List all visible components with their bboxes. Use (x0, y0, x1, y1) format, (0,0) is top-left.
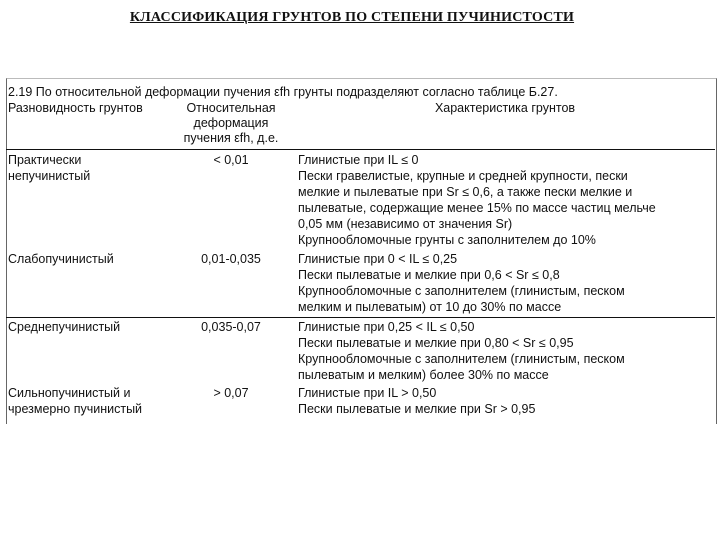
char-line: мелким и пылеватым) от 10 до 30% по массе (298, 300, 562, 314)
char-line: пылеватые, содержащие менее 15% по массе частиц мельче (298, 201, 656, 215)
header-deformation-line: деформация (193, 116, 269, 130)
intro-text: 2.19 По относительной деформации пучения εfh грунты подразделяют согласно таблице Б.27. (8, 85, 558, 99)
char-line: Пески пылеватые и мелкие при 0,6 < Sr ≤ 0,8 (298, 268, 560, 282)
char-line: 0,05 мм (независимо от значения Sr) (298, 217, 513, 231)
row-name-cell (8, 319, 168, 335)
row-value: > 0,07 (213, 386, 249, 400)
row-name-line: Среднепучинистый (8, 320, 121, 334)
row-value: 0,01-0,035 (201, 252, 261, 266)
row-name-line: Практически (8, 153, 82, 167)
char-line: Глинистые при 0,25 < IL ≤ 0,50 (298, 320, 475, 334)
row-name-line: Слабопучинистый (8, 252, 114, 266)
char-line: Пески гравелистые, крупные и средней крупности, пески (298, 169, 628, 183)
char-line: Пески пылеватые и мелкие при 0,80 < Sr ≤ 0,95 (298, 336, 574, 350)
char-line: Пески пылеватые и мелкие при Sr > 0,95 (298, 402, 536, 416)
row-name-line: непучинистый (8, 169, 91, 183)
char-line: Глинистые при IL ≤ 0 (298, 153, 419, 167)
header-divider (6, 149, 715, 150)
char-line: Глинистые при IL > 0,50 (298, 386, 437, 400)
row-characteristic (298, 385, 712, 417)
row-name-line: Сильнопучинистый и (8, 386, 131, 400)
char-line: мелкие и пылеватые при Sr ≤ 0,6, а также пески мелкие и (298, 185, 633, 199)
char-line: Крупнообломочные с заполнителем (глинистым, песком (298, 284, 625, 298)
row-name-cell (8, 251, 168, 267)
row-name-line: чрезмерно пучинистый (8, 402, 143, 416)
char-line: Крупнообломочные грунты с заполнителем до 10% (298, 233, 596, 247)
row-name-cell (8, 385, 168, 417)
row-characteristic (298, 319, 712, 383)
char-line: пылеватым и мелким) более 30% по массе (298, 368, 549, 382)
row-value: 0,035-0,07 (201, 320, 261, 334)
header-deformation (168, 101, 294, 146)
header-deformation-line: Относительная (186, 101, 276, 115)
header-characteristic: Характеристика грунтов (434, 101, 576, 115)
row-characteristic (298, 152, 712, 248)
header-deformation-line: пучения εfh, д.е. (183, 131, 279, 145)
page-title: КЛАССИФИКАЦИЯ ГРУНТОВ ПО СТЕПЕНИ ПУЧИНИСТОСТИ (129, 10, 575, 25)
char-line: Глинистые при 0 < IL ≤ 0,25 (298, 252, 458, 266)
row-value: < 0,01 (213, 153, 249, 167)
row-characteristic (298, 251, 712, 315)
header-kind: Разновидность грунтов (8, 101, 143, 115)
char-line: Крупнообломочные с заполнителем (глинистым, песком (298, 352, 625, 366)
row-divider (6, 317, 715, 318)
row-name-cell (8, 152, 168, 184)
